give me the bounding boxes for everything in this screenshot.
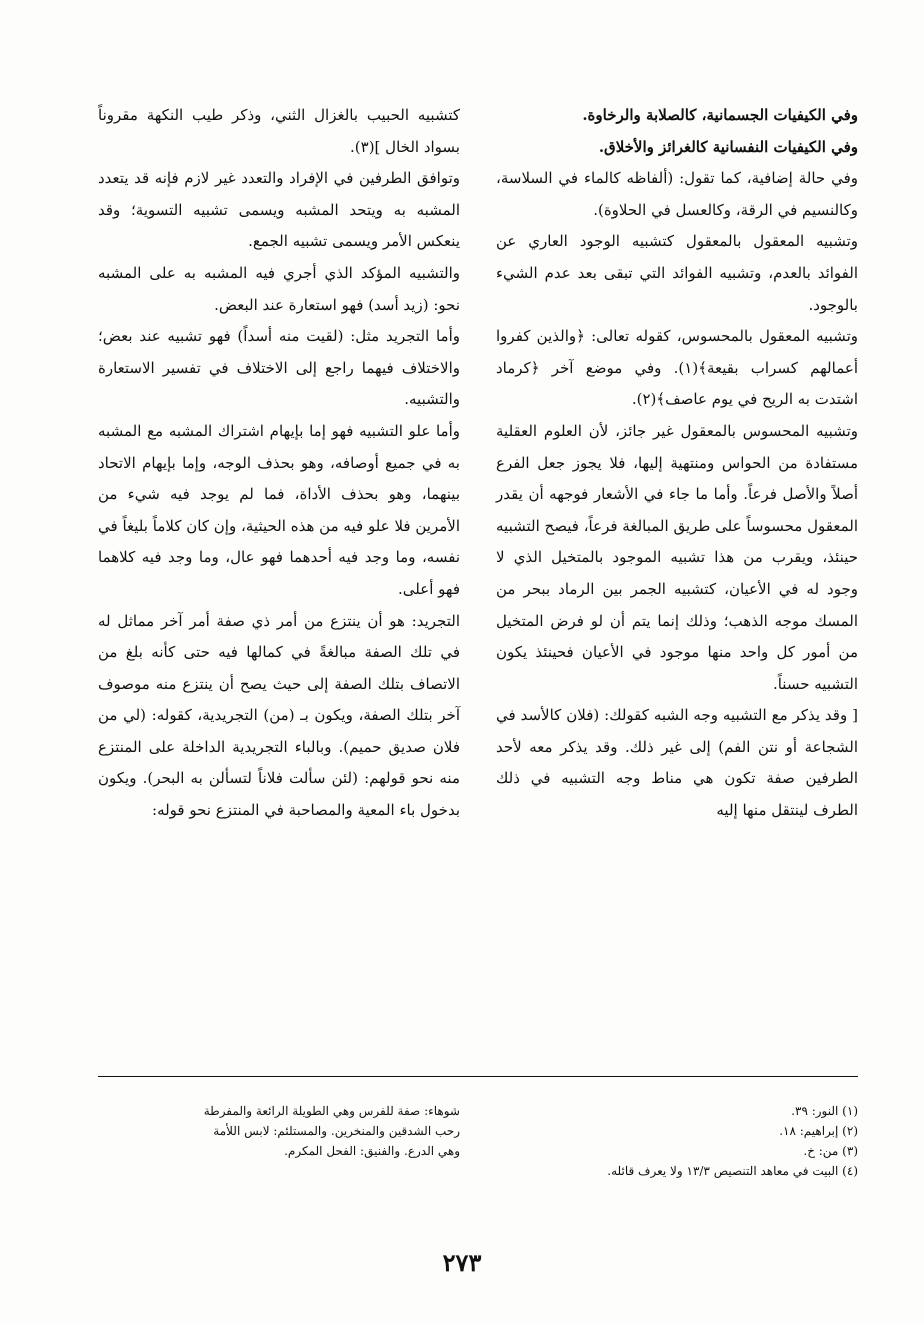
footnote: (٢) إبراهيم: ١٨. bbox=[779, 1124, 858, 1138]
left-column bbox=[98, 100, 460, 827]
paragraph: وفي الكيفيات الجسمانية، كالصلابة والرخاوة. bbox=[582, 106, 858, 124]
footnotes-right bbox=[496, 1101, 858, 1181]
right-column bbox=[496, 100, 858, 827]
footnote: (٤) البيت في معاهد التنصيص ١٣/٣ ولا يعرف قائله. bbox=[607, 1164, 858, 1178]
paragraph: وتشبيه المعقول بالمعقول كتشبيه الوجود العاري عن الفوائد بالعدم، وتشبيه الفوائد التي تبقى بعد عدم الشيء بالوجود. bbox=[496, 232, 858, 314]
paragraph: وأما التجريد مثل: (لقيت منه أسداً) فهو تشبيه عند بعض؛ والاختلاف فيهما راجع إلى الاختلاف في تفسير الاستعارة والتشبيه. bbox=[98, 327, 460, 409]
footnotes-left bbox=[98, 1101, 460, 1161]
paragraph: وتشبيه المعقول بالمحسوس، كقوله تعالى: ﴿والذين كفروا أعمالهم كسراب بقيعة﴾(١). وفي موضع آخر ﴿كرماد اشتدت به الريح في يوم عاصف﴾(٢). bbox=[496, 327, 858, 409]
footnote-line: وهي الدرع. والفنيق: الفحل المكرم. bbox=[284, 1144, 460, 1158]
paragraph: [ وقد يذكر مع التشبيه وجه الشبه كقولك: (فلان كالأسد في الشجاعة أو نتن الفم) إلى غير ذلك. وقد يذكر معه لأحد الطرفين صفة تكون هي مناط وجه التشبيه في ذلك الطرف لينتقل منها إليه bbox=[496, 706, 858, 820]
paragraph: كتشبيه الحبيب بالغزال الثني، وذكر طيب النكهة مقروناً بسواد الخال ](٣). bbox=[98, 106, 460, 156]
page-number: ٢٧٣ bbox=[442, 1248, 482, 1277]
footnote-divider bbox=[98, 1076, 858, 1077]
paragraph: وتشبيه المحسوس بالمعقول غير جائز، لأن العلوم العقلية مستفادة من الحواس ومنتهية إليها، فلا يجوز جعل الفرع أصلاً والأصل فرعاً. وأما ما جاء في الأشعار فوجهه أن يقدر المعقول محسوساً على طريق المبالغة فرعاً، فيصح التشبيه حينئذ، ويقرب من هذا تشبيه الموجود بالمتخيل الذي لا وجود له في الأعيان، كتشبيه الجمر بين الرماد ببحر من المسك موجه الذهب؛ وذلك إنما يتم أن لو فرض المتخيل من أمور كل واحد منها موجود في الأعيان فحينئذ يكون التشبيه حسناً. bbox=[496, 421, 858, 693]
paragraph: وفي حالة إضافية، كما تقول: (ألفاظه كالماء في السلاسة، وكالنسيم في الرقة، وكالعسل في الحلاوة). bbox=[496, 169, 858, 219]
footnote-line: شوهاء: صفة للفرس وهي الطويلة الرائعة والمفرطة bbox=[203, 1104, 460, 1118]
paragraph: وتوافق الطرفين في الإفراد والتعدد غير لازم فإنه قد يتعدد المشبه به ويتحد المشبه ويسمى تشبيه التسوية؛ وقد ينعكس الأمر ويسمى تشبيه الجمع. bbox=[98, 169, 460, 251]
footnote: (١) النور: ٣٩. bbox=[791, 1104, 858, 1118]
footnote-line: رحب الشدقين والمنخرين. والمستلئم: لابس اللأمة bbox=[213, 1124, 460, 1138]
paragraph: وأما علو التشبيه فهو إما بإيهام اشتراك المشبه مع المشبه به في جميع أوصافه، وهو بحذف الوجه، وإما بإيهام الاتحاد بينهما، وهو بحذف الأداة، فما لم يوجد فيه شيء من الأمرين فلا علو فيه من هذه الحيثية، وإن كان كلاماً بليغاً في نفسه، وما وجد فيه أحدهما فهو عال، وما وجد فيه كلاهما فهو أعلى. bbox=[98, 421, 460, 598]
paragraph: التجريد: هو أن ينتزع من أمر ذي صفة أمر آخر مماثل له في تلك الصفة مبالغةً في كمالها فيه حتى كأنه بلغ من الاتصاف بتلك الصفة إلى حيث يصح أن ينتزع منه موصوف آخر بتلك الصفة، ويكون بـ (من) التجريدية، كقوله: (لي من فلان صديق حميم). وبالباء التجريدية الداخلة على المنتزع منه نحو قولهم: (لئن سألت فلاناً لتسألن به البحر). ويكون بدخول باء المعية والمصاحبة في المنتزع نحو قوله: bbox=[98, 611, 460, 820]
paragraph: وفي الكيفيات النفسانية كالغرائز والأخلاق. bbox=[598, 137, 858, 156]
footnote: (٣) من: خ. bbox=[803, 1144, 858, 1158]
paragraph: والتشبيه المؤكد الذي أجري فيه المشبه به على المشبه نحو: (زيد أسد) فهو استعارة عند البعض. bbox=[98, 263, 460, 314]
